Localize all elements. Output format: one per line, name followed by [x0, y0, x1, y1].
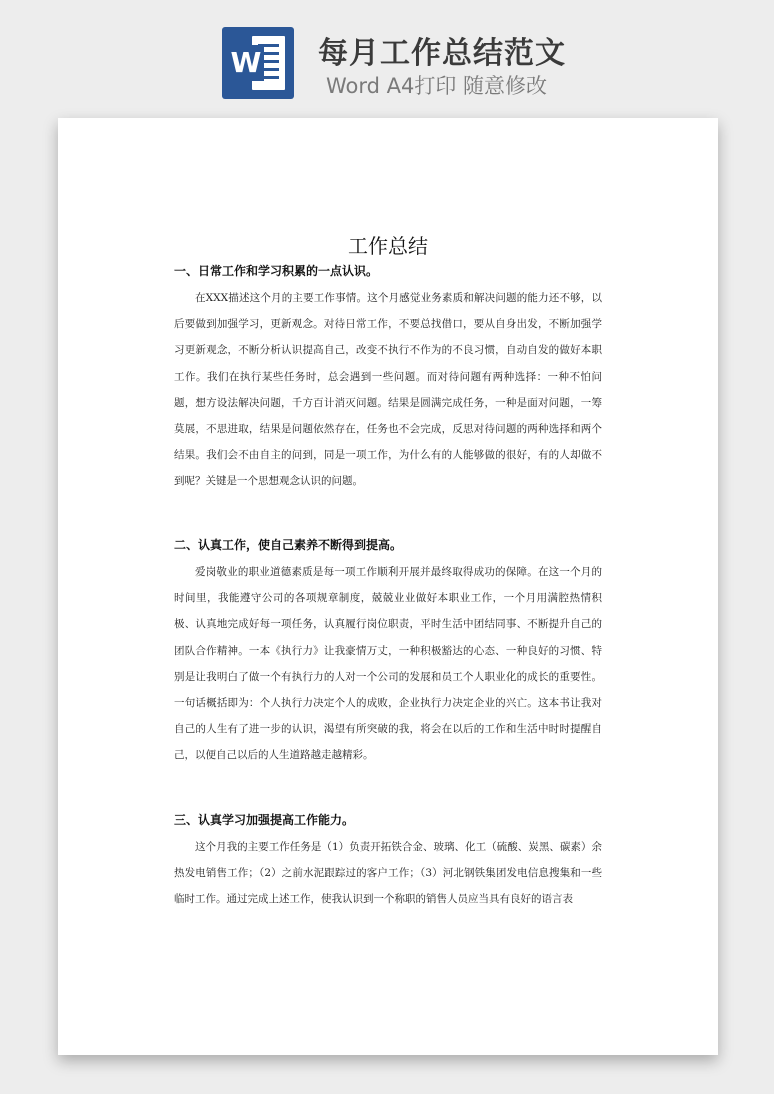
- document-title: 工作总结: [348, 234, 428, 258]
- logo-letter: W: [230, 46, 262, 79]
- section-3: [174, 810, 602, 913]
- section-paragraph: 爱岗敬业的职业道德素质是每一项工作顺利开展并最终取得成功的保障。在这一个月的时间里，我能遵守公司的各项规章制度，兢兢业业做好本职业工作，一个月用满腔热情积极、认真地完成好每一项任务，认真履行岗位职责，平时生活中团结同事、不断提升自己的团队合作精神。一本《执行力》让我豪情万丈，一种积极豁达的心态、一种良好的习惯、特别是让我明白了做一个有执行力的人对一个公司的发展和员工个人职业化的成长的重要性。一句话概括即为：个人执行力决定个人的成败，企业执行力决定企业的兴亡。这本书让我对自己的人生有了进一步的认识，渴望有所突破的我，将会在以后的工作和生活中时时提醒自己，以便自己以后的人生道路越走越精彩。: [174, 566, 602, 762]
- word-document-icon: [222, 27, 294, 99]
- header-title: 每月工作总结范文: [318, 36, 566, 71]
- section-heading: 三、认真学习加强提高工作能力。: [174, 813, 355, 827]
- section-2: [174, 535, 602, 769]
- section-paragraph: 在XXX描述这个月的主要工作事情。这个月感觉业务素质和解决问题的能力还不够，以后要做到加强学习，更新观念。对待日常工作，不要总找借口，要从自身出发，不断加强学习更新观念，不断分析认识提高自己，改变不执行不作为的不良习惯，自动自发的做好本职工作。我们在执行某些任务时，总会遇到一些问题。而对待问题有两种选择：一种不怕问题，想方设法解决问题，千方百计消灭问题。结果是圆满完成任务，一种是面对问题，一筹莫展，不思进取，结果是问题依然存在，任务也不会完成，反思对待问题的两种选择和两个结果。我们会不由自主的问到，同是一项工作，为什么有的人能够做的很好，有的人却做不到呢？关键是一个思想观念认识的问题。: [174, 292, 602, 488]
- document-page: [58, 118, 718, 1055]
- section-1: [174, 261, 602, 495]
- header: [0, 0, 774, 118]
- section-heading: 一、日常工作和学习积累的一点认识。: [174, 264, 379, 278]
- header-subtitle: Word A4打印 随意修改: [326, 74, 548, 98]
- section-paragraph: 这个月我的主要工作任务是（1）负责开拓铁合金、玻璃、化工（硫酸、炭黑、碳素）余热发电销售工作；（2）之前水泥跟踪过的客户工作；（3）河北钢铁集团发电信息搜集和一些临时工作。通过完成上述工作，使我认识到一个称职的销售人员应当具有良好的语言表: [174, 841, 602, 906]
- section-heading: 二、认真工作，使自己素养不断得到提高。: [174, 538, 403, 552]
